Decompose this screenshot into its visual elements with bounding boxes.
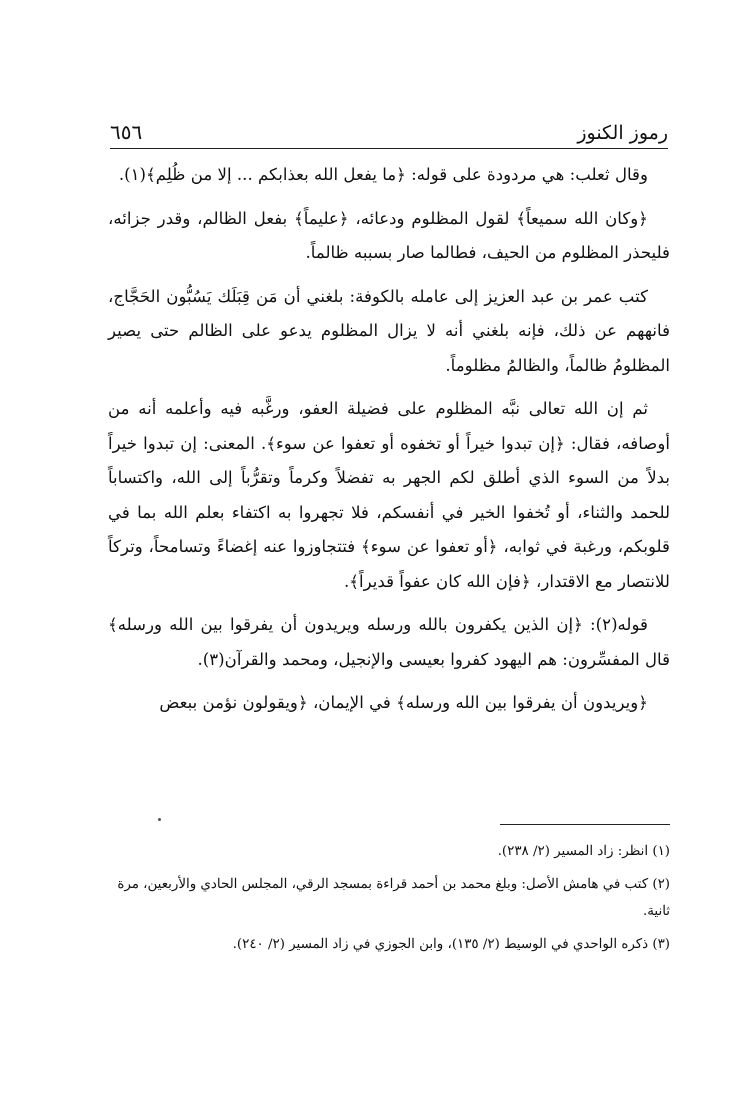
page-header [110,112,668,149]
footnotes [108,838,670,964]
page-number: ٦٥٦ [110,120,143,144]
ink-speck [158,818,161,821]
footnote-1: (١) انظر: زاد المسير (٢/ ٢٣٨). [497,844,670,859]
paragraph-1: وقال ثعلب: هي مردودة على قوله: ﴿ما يفعل الله بعذابكم ... إلا من ظُلِم﴾(١). [118,165,648,184]
paragraph-4: ثم إن الله تعالى نبَّه المظلوم على فضيلة العفو، ورغَّبه فيه وأعلمه أنه من أوصافه، فقال: ﴿إن تبدوا خيراً أو تخفوه أو تعفوا عن سوء﴾. المعنى: إن تبدوا خيراً بدلاً من السوء الذي أطلق لكم الجهر به تفضلاً وكرماً وتقرُّباً إلى الله، واكتساباً للحمد والثناء، أو تُخفوا الخير في أنفسكم، فلا تجهروا به اكتفاء بعلم الله بما في قلوبكم، ورغبة في ثوابه، ﴿أو تعفوا عن سوء﴾ فتتجاوزوا عنه إغضاءً وتسامحاً، وتركاً للانتصار مع الاقتدار، ﴿فإن الله كان عفواً قديراً﴾. [108,399,670,591]
paragraph-3: كتب عمر بن عبد العزيز إلى عامله بالكوفة: بلغني أن مَن قِبَلَك يَسُبُّون الحَجَّاج، فانههم عن ذلك، فإنه بلغني أنه لا يزال المظلوم يدعو على الظالم حتى يصير المظلومُ ظالماً، والظالمُ مظلوماً. [108,286,670,375]
paragraph-5: قوله(٢): ﴿إن الذين يكفرون بالله ورسله ويريدون أن يفرقوا بين الله ورسله﴾ قال المفسِّرون: هم اليهود كفروا بعيسى والإنجيل، ومحمد والقرآن(٣). [108,615,670,669]
paragraph-6: ﴿ويريدون أن يفرقوا بين الله ورسله﴾ في الإيمان، ﴿ويقولون نؤمن ببعض [159,693,648,712]
footnote-separator [500,824,670,825]
footnote-3: (٣) ذكره الواحدي في الوسيط (٢/ ١٣٥)، وابن الجوزي في زاد المسير (٢/ ٢٤٠). [232,937,670,952]
paragraph-2: ﴿وكان الله سميعاً﴾ لقول المظلوم ودعائه، ﴿عليماً﴾ بفعل الظالم، وقدر جزائه، فليحذر المظلوم من الحيف، فطالما صار بسببه ظالماً. [108,208,670,262]
main-text [108,158,670,730]
footnote-2: (٢) كتب في هامش الأصل: وبلغ محمد بن أحمد قراءة بمسجد الرقي، المجلس الحادي والأربعين، مرة ثانية. [117,877,670,919]
running-title: رموز الكنوز [577,122,668,144]
